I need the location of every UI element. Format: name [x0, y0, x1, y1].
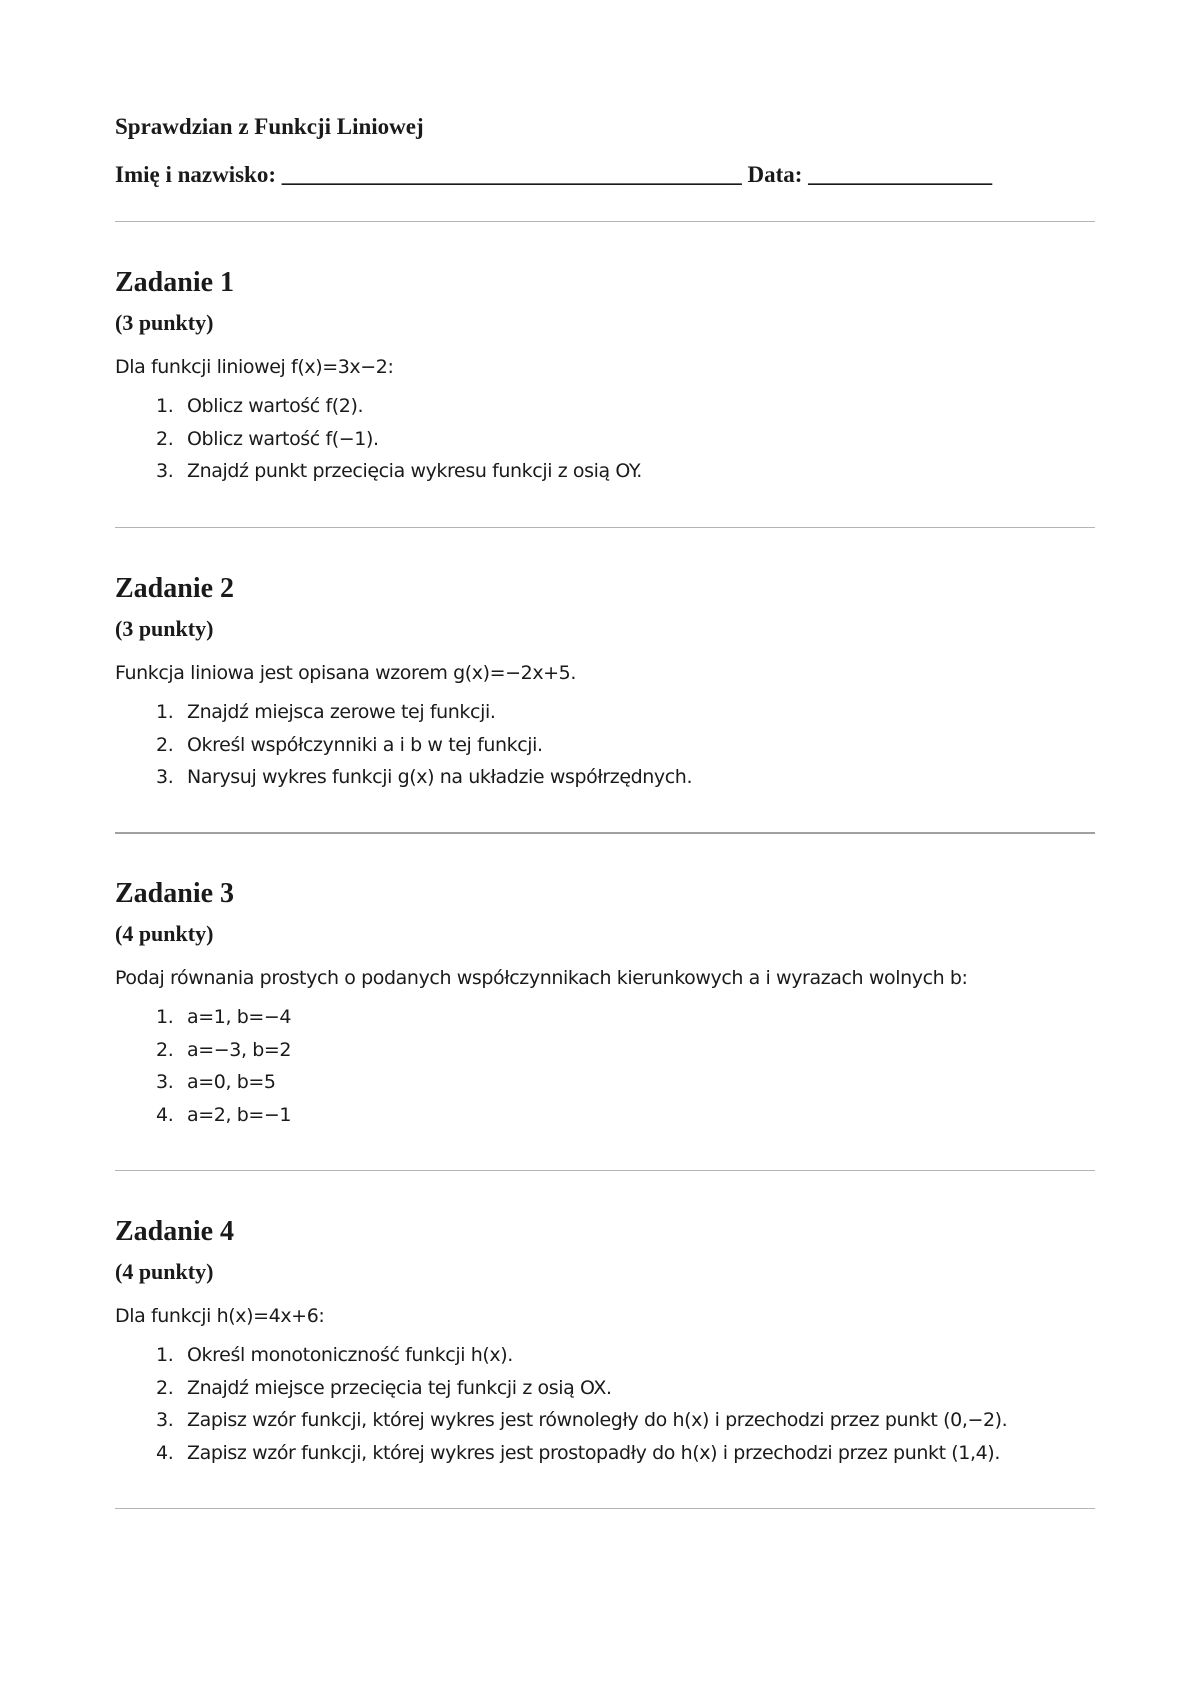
list-number: 2. [156, 427, 174, 450]
list-item [115, 1376, 1095, 1409]
task-4 [115, 1216, 1095, 1473]
list-text: Znajdź miejsce przecięcia tej funkcji z osią OX. [187, 1376, 612, 1399]
list-item [115, 394, 1095, 427]
list-number: 1. [156, 395, 174, 417]
list-text: Narysuj wykres funkcji g(x) na układzie współrzędnych. [187, 766, 693, 788]
list-item [115, 1038, 1095, 1071]
list-text: Znajdź punkt przecięcia wykresu funkcji z osią OY. [187, 460, 642, 482]
task-list [115, 1005, 1095, 1135]
list-number: 3. [156, 766, 174, 788]
task-2 [115, 573, 1095, 798]
list-number: 3. [156, 460, 174, 482]
list-number: 4. [156, 1103, 174, 1126]
task-intro: Funkcja liniowa jest opisana wzorem g(x)=−2x+5. [115, 662, 577, 684]
task-1 [115, 267, 1095, 492]
list-number: 1. [156, 1344, 174, 1366]
list-number: 4. [156, 1441, 174, 1464]
list-number: 1. [156, 701, 174, 723]
list-number: 3. [156, 1071, 174, 1093]
divider [115, 1170, 1095, 1171]
list-item [115, 1070, 1095, 1103]
task-3 [115, 878, 1095, 1135]
list-item [115, 700, 1095, 733]
task-points: (4 punkty) [115, 921, 214, 946]
list-item [115, 733, 1095, 766]
task-intro: Dla funkcji h(x)=4x+6: [115, 1305, 325, 1327]
name-date-line: Imię i nazwisko: ________________________________________ Data: ________________ [115, 162, 993, 187]
list-number: 2. [156, 733, 174, 756]
list-text: Zapisz wzór funkcji, której wykres jest prostopadły do h(x) i przechodzi przez punkt (1,4). [187, 1441, 1000, 1464]
list-text: Zapisz wzór funkcji, której wykres jest równoległy do h(x) i przechodzi przez punkt (0,−2). [187, 1409, 1008, 1431]
task-heading: Zadanie 4 [115, 1216, 235, 1247]
task-list [115, 394, 1095, 492]
divider [115, 832, 1095, 834]
divider [115, 1508, 1095, 1509]
list-text: Oblicz wartość f(2). [187, 395, 364, 417]
list-text: Określ monotoniczność funkcji h(x). [187, 1344, 513, 1366]
task-heading: Zadanie 1 [115, 267, 235, 298]
task-points: (3 punkty) [115, 616, 214, 641]
list-item [115, 765, 1095, 798]
list-item [115, 1343, 1095, 1376]
list-item [115, 427, 1095, 460]
list-text: a=0, b=5 [187, 1071, 276, 1093]
list-number: 1. [156, 1006, 174, 1028]
list-number: 3. [156, 1409, 174, 1431]
task-list [115, 1343, 1095, 1473]
task-intro: Dla funkcji liniowej f(x)=3x−2: [115, 356, 394, 378]
divider [115, 527, 1095, 528]
list-text: Znajdź miejsca zerowe tej funkcji. [187, 701, 496, 723]
document-title: Sprawdzian z Funkcji Liniowej [115, 114, 424, 139]
list-item [115, 1103, 1095, 1136]
task-list [115, 700, 1095, 798]
list-text: a=2, b=−1 [187, 1103, 292, 1126]
list-text: a=1, b=−4 [187, 1006, 292, 1028]
list-item [115, 1005, 1095, 1038]
list-text: a=−3, b=2 [187, 1038, 292, 1061]
task-heading: Zadanie 2 [115, 573, 235, 604]
list-text: Oblicz wartość f(−1). [187, 427, 379, 450]
task-intro: Podaj równania prostych o podanych współczynnikach kierunkowych a i wyrazach wolnych b: [115, 967, 968, 989]
list-item [115, 459, 1095, 492]
list-number: 2. [156, 1038, 174, 1061]
list-text: Określ współczynniki a i b w tej funkcji. [187, 733, 543, 756]
divider [115, 221, 1095, 222]
task-points: (3 punkty) [115, 310, 214, 335]
list-number: 2. [156, 1376, 174, 1399]
list-item [115, 1441, 1095, 1474]
list-item [115, 1408, 1095, 1441]
task-heading: Zadanie 3 [115, 878, 235, 909]
task-points: (4 punkty) [115, 1259, 214, 1284]
